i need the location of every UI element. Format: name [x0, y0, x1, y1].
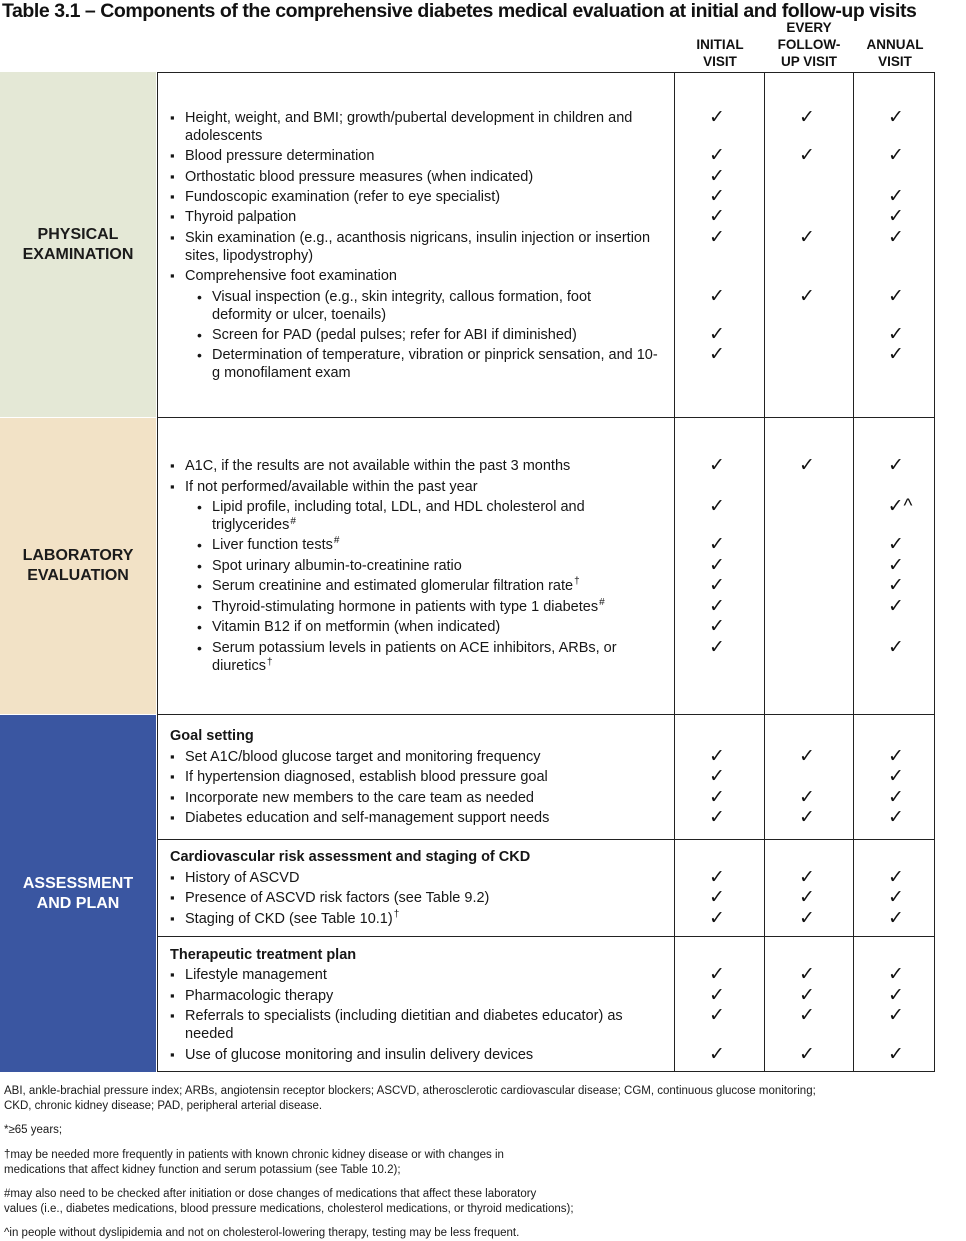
footnote-abbreviations: ABI, ankle-brachial pressure index; ARBs, angiotensin receptor blockers; ASCVD, atherosclerotic cardiovascular disease; CGM, continuous glucose monitoring; CKD, chronic kidney disease; PAD, peripheral arterial disease.: [4, 1085, 816, 1112]
check-mark-follow-up: ✓: [799, 1005, 815, 1026]
check-mark-initial: ✓: [709, 596, 725, 617]
table-row-text: ▪ Incorporate new members to the care team as needed: [185, 789, 665, 807]
column-divider: [853, 72, 854, 1072]
table-row-text: ▪ A1C, if the results are not available within the past 3 months: [185, 457, 665, 475]
table-row-text: • Thyroid-stimulating hormone in patients with type 1 diabetes#: [212, 598, 667, 616]
section-physical-examination: PHYSICAL EXAMINATION: [0, 72, 156, 417]
check-mark-follow-up: ✓: [799, 887, 815, 908]
check-mark-annual: ✓: [888, 324, 904, 345]
check-mark-initial: ✓: [709, 867, 725, 888]
check-mark-follow-up: ✓: [799, 107, 815, 128]
check-mark-follow-up: ✓: [799, 286, 815, 307]
check-mark-follow-up: ✓: [799, 867, 815, 888]
table-row-text: ▪ Thyroid palpation: [185, 208, 665, 226]
check-mark-follow-up: ✓: [799, 908, 815, 929]
table-row-text: ▪ Diabetes education and self-management support needs: [185, 809, 665, 827]
table-row-text: ▪ If hypertension diagnosed, establish blood pressure goal: [185, 768, 665, 786]
check-mark-annual: ✓^: [887, 496, 913, 517]
table-row-text: • Serum creatinine and estimated glomerular filtration rate†: [212, 577, 662, 595]
section-divider: [157, 417, 935, 418]
check-mark-annual: ✓: [888, 908, 904, 929]
check-mark-annual: ✓: [888, 867, 904, 888]
table-row-text: • Determination of temperature, vibration or pinprick sensation, and 10-g monofilament exam: [212, 346, 662, 383]
check-mark-initial: ✓: [709, 887, 725, 908]
check-mark-annual: ✓: [888, 746, 904, 767]
table-row-text: • Lipid profile, including total, LDL, and HDL cholesterol and triglycerides#: [212, 498, 632, 535]
check-mark-annual: ✓: [888, 1005, 904, 1026]
section-assessment-and-plan: ASSESSMENT AND PLAN: [0, 715, 156, 1072]
subsection-heading: Goal setting: [170, 728, 254, 744]
section-laboratory-evaluation: LABORATORY EVALUATION: [0, 418, 156, 714]
check-mark-initial: ✓: [709, 807, 725, 828]
check-mark-follow-up: ✓: [799, 1044, 815, 1065]
table-row-text: ▪ Orthostatic blood pressure measures (when indicated): [185, 168, 665, 186]
table-row-text: • Vitamin B12 if on metformin (when indicated): [212, 618, 662, 636]
check-mark-initial: ✓: [709, 616, 725, 637]
check-mark-annual: ✓: [888, 787, 904, 808]
check-mark-annual: ✓: [888, 534, 904, 555]
subsection-divider: [157, 936, 935, 937]
subsection-divider: [157, 839, 935, 840]
check-mark-initial: ✓: [709, 286, 725, 307]
table-row-text: ▪ Set A1C/blood glucose target and monitoring frequency: [185, 748, 665, 766]
check-mark-annual: ✓: [888, 286, 904, 307]
check-mark-initial: ✓: [709, 227, 725, 248]
table-row-text: • Screen for PAD (pedal pulses; refer for ABI if diminished): [212, 326, 662, 344]
table-row-text: ▪ Presence of ASCVD risk factors (see Table 9.2): [185, 889, 665, 907]
subsection-heading: Therapeutic treatment plan: [170, 947, 357, 963]
table-row-text: ▪ Referrals to specialists (including dietitian and diabetes educator) as needed: [185, 1007, 655, 1044]
check-mark-initial: ✓: [709, 766, 725, 787]
check-mark-initial: ✓: [709, 746, 725, 767]
column-header-follow-up: EVERY FOLLOW- UP VISIT: [777, 20, 841, 69]
check-mark-initial: ✓: [709, 575, 725, 596]
check-mark-follow-up: ✓: [799, 145, 815, 166]
table-row-text: ▪ Pharmacologic therapy: [185, 987, 665, 1005]
check-mark-initial: ✓: [709, 1005, 725, 1026]
check-mark-initial: ✓: [709, 964, 725, 985]
check-mark-initial: ✓: [709, 166, 725, 187]
superscript-note: †: [267, 656, 273, 668]
superscript-note: †: [393, 909, 400, 921]
footnote-hash: #may also need to be checked after initiation or dose changes of medications that affect these laboratory values (i.e., diabetes medications, blood pressure medications, cholesterol medications, or thyroid medications);: [4, 1188, 574, 1215]
check-mark-annual: ✓: [888, 344, 904, 365]
column-header-annual: ANNUAL VISIT: [866, 37, 924, 69]
check-mark-follow-up: ✓: [799, 746, 815, 767]
table-row-text: • Visual inspection (e.g., skin integrity, callous formation, foot deformity or ulcer, toenails): [212, 288, 652, 325]
check-mark-initial: ✓: [709, 186, 725, 207]
check-mark-initial: ✓: [709, 496, 725, 517]
check-mark-annual: ✓: [888, 206, 904, 227]
column-header-initial: INITIAL VISIT: [696, 37, 744, 69]
check-mark-annual: ✓: [888, 985, 904, 1006]
check-mark-annual: ✓: [888, 964, 904, 985]
superscript-note: #: [290, 515, 296, 527]
table-row-text: ▪ Height, weight, and BMI; growth/pubertal development in children and adolescents: [185, 109, 665, 146]
table-row-text: ▪ Staging of CKD (see Table 10.1)†: [185, 910, 665, 928]
check-mark-annual: ✓: [888, 575, 904, 596]
check-mark-initial: ✓: [709, 455, 725, 476]
check-mark-initial: ✓: [709, 107, 725, 128]
check-mark-initial: ✓: [709, 787, 725, 808]
check-mark-initial: ✓: [709, 908, 725, 929]
check-mark-annual: ✓: [888, 555, 904, 576]
check-mark-initial: ✓: [709, 555, 725, 576]
check-mark-initial: ✓: [709, 206, 725, 227]
subsection-heading: Cardiovascular risk assessment and staging of CKD: [170, 849, 531, 865]
footnote-caret: ^in people without dyslipidemia and not on cholesterol-lowering therapy, testing may be less frequent.: [4, 1227, 520, 1239]
superscript-note: #: [333, 535, 340, 547]
table-row-text: • Serum potassium levels in patients on ACE inhibitors, ARBs, or diuretics†: [212, 639, 657, 676]
check-mark-follow-up: ✓: [799, 807, 815, 828]
column-divider: [674, 72, 675, 1072]
table-row-text: • Liver function tests#: [212, 536, 662, 554]
check-mark-initial: ✓: [709, 324, 725, 345]
check-mark-initial: ✓: [709, 534, 725, 555]
page-title: Table 3.1 – Components of the comprehensive diabetes medical evaluation at initial and follow-up visits: [2, 0, 917, 22]
check-mark-follow-up: ✓: [799, 964, 815, 985]
table-row-text: ▪ Use of glucose monitoring and insulin delivery devices: [185, 1046, 665, 1064]
footnote-dagger: †may be needed more frequently in patients with known chronic kidney disease or with changes in medications that affect kidney function and serum potassium (see Table 10.2);: [4, 1149, 504, 1176]
check-mark-annual: ✓: [888, 1044, 904, 1065]
check-mark-annual: ✓: [888, 807, 904, 828]
column-divider: [764, 72, 765, 1072]
check-mark-follow-up: ✓: [799, 787, 815, 808]
superscript-note: #: [599, 597, 605, 609]
check-mark-annual: ✓: [888, 107, 904, 128]
table-row-text: ▪ If not performed/available within the past year: [185, 478, 665, 496]
table-row-text: ▪ History of ASCVD: [185, 869, 665, 887]
check-mark-annual: ✓: [888, 596, 904, 617]
check-mark-initial: ✓: [709, 344, 725, 365]
check-mark-annual: ✓: [888, 455, 904, 476]
check-mark-annual: ✓: [888, 145, 904, 166]
check-mark-initial: ✓: [709, 985, 725, 1006]
footnote-age: *≥65 years;: [4, 1124, 63, 1136]
check-mark-follow-up: ✓: [799, 985, 815, 1006]
check-mark-annual: ✓: [888, 766, 904, 787]
check-mark-initial: ✓: [709, 145, 725, 166]
check-mark-annual: ✓: [888, 637, 904, 658]
superscript-note: †: [574, 576, 580, 588]
check-mark-follow-up: ✓: [799, 455, 815, 476]
check-mark-annual: ✓: [888, 887, 904, 908]
check-mark-initial: ✓: [709, 1044, 725, 1065]
check-mark-annual: ✓: [888, 227, 904, 248]
check-mark-initial: ✓: [709, 637, 725, 658]
check-mark-follow-up: ✓: [799, 227, 815, 248]
table-row-text: ▪ Skin examination (e.g., acanthosis nigricans, insulin injection or insertion sites, lipodystrophy): [185, 229, 655, 266]
check-mark-annual: ✓: [888, 186, 904, 207]
section-divider: [157, 714, 935, 715]
table-row-text: ▪ Blood pressure determination: [185, 147, 665, 165]
table-row-text: ▪ Comprehensive foot examination: [185, 267, 665, 285]
table-row-text: ▪ Lifestyle management: [185, 966, 665, 984]
table-row-text: ▪ Fundoscopic examination (refer to eye specialist): [185, 188, 665, 206]
table-row-text: • Spot urinary albumin-to-creatinine ratio: [212, 557, 662, 575]
